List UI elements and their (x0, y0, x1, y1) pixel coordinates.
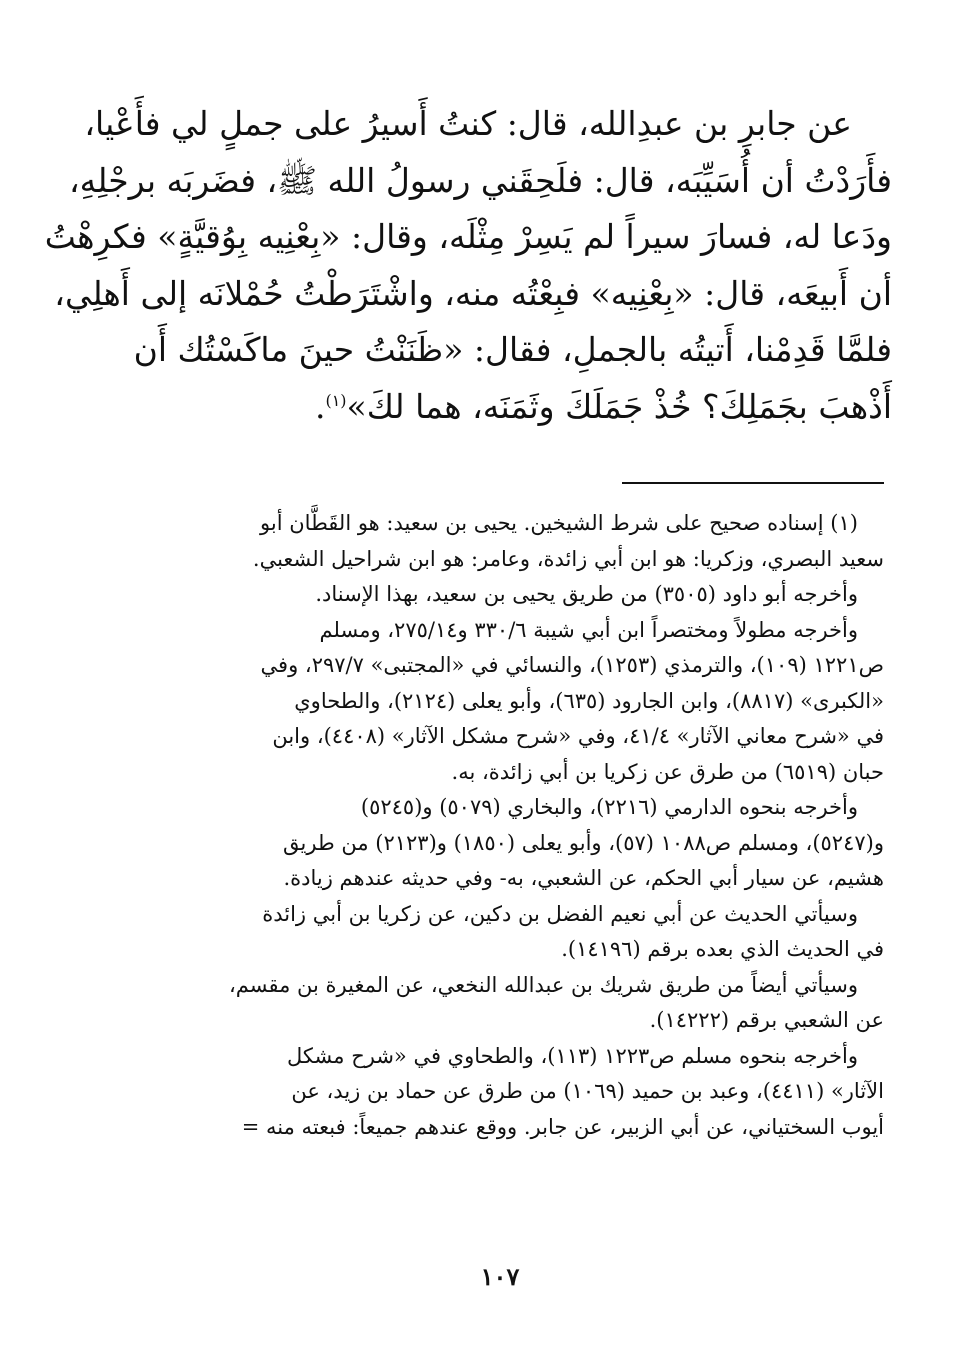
footnote-line: عن الشعبي برقم (١٤٢٢٢). (649, 1008, 884, 1032)
hadith-line: فأَرَدْتُ أن أُسَيِّبَه، قال: فلَحِقَني رسولُ الله ﷺ، فضَربَه برجْلِهِ، (68, 160, 892, 200)
footnote-line: الآثار» (٤٤١١)، وعبد بن حميد (١٠٦٩) من طرق عن حماد بن زيد، عن (291, 1079, 884, 1103)
page-number: ١٠٧ (480, 1262, 520, 1291)
hadith-line: أن أَبيعَه، قال: «بِعْنِيه» فبِعْتُه منه، واشْتَرَطْتُ حُمْلانَه إلى أَهلِي، (54, 273, 892, 313)
footnote-line: (١) إسناده صحيح على شرط الشيخين. يحيى بن سعيد: هو القَطَّان أبو (260, 511, 858, 535)
footnote-line: سعيد البصري، وزكريا: هو ابن أبي زائدة، وعامر: هو ابن شراحيل الشعبي. (252, 546, 884, 571)
hadith-line-last: أَذْهبَ بجَمَلِكَ؟ خُذْ جَمَلَكَ وثَمَنَه، هما لكَ»$^{(١)}$. (314, 386, 892, 426)
footnote-line: وسيأتي الحديث عن أبي نعيم الفضل بن دكين، عن زكريا بن أبي زائدة (262, 901, 858, 926)
footnote-line: حبان (٦٥١٩) من طرق عن زكريا بن أبي زائدة، به. (451, 759, 884, 784)
footnote-line: ص١٢٢١ (١٠٩)، والترمذي (١٢٥٣)، والنسائي في «المجتبى» ٢٩٧/٧، وفي (260, 653, 884, 677)
footnote-paragraph (170, 790, 884, 897)
hadith-line: فلمَّا قَدِمْنا، أَتيتُه بالجملِ، فقال: «ظَنَنْتُ حينَ ماكَسْتُك أَن (133, 330, 892, 369)
footnote-paragraph (170, 613, 884, 791)
hadith-text (44, 96, 892, 435)
footnote-separator (622, 482, 884, 484)
footnote-paragraph (170, 506, 884, 577)
hadith-line-text: أَذْهبَ بجَمَلِكَ؟ خُذْ جَمَلَكَ وثَمَنَه، هما لكَ» (346, 386, 892, 426)
footnote-line: في الحديث الذي بعده برقم (١٤١٩٦). (561, 937, 884, 961)
footnote-reference: (١) (325, 390, 347, 410)
hadith-line: عن جابرِ بن عبدِالله، قال: كنتُ أَسيرُ على جملٍ لي فأَعْيا، (84, 104, 852, 143)
footnote-line: «الكبرى» (٨٨١٧)، وابن الجارود (٦٣٥)، وأبو يعلى (٢١٢٤)، والطحاوي (294, 688, 884, 713)
footnote-line: و(٥٢٤٧)، ومسلم ص١٠٨٨ (٥٧)، وأبو يعلى (١٨٥٠) و(٢١٢٣) من طريق (283, 830, 884, 855)
footnote-paragraph (170, 1039, 884, 1146)
footnote-line: وأخرجه بنحوه مسلم ص١٢٢٣ (١١٣)، والطحاوي في «شرح مشكل (287, 1043, 858, 1068)
footnote-paragraph (170, 897, 884, 968)
footnote-line: وأخرجه مطولاً ومختصراً ابن أبي شيبة ٣٣٠/٦ و٢٧٥/١٤، ومسلم (319, 617, 858, 642)
footnote-paragraph (170, 968, 884, 1039)
hadith-line: ودَعا له، فسارَ سيراً لم يَسِرْ مِثْلَه، وقال: «بِعْنِيه بِوُقيَّةٍ» فكرِهْتُ (44, 217, 892, 256)
footnote-line: هشيم، عن سيار أبي الحكم، عن الشعبي، به- وفي حديثه عندهم زيادة. (283, 866, 884, 890)
footnote-line: أيوب السختياني، عن أبي الزبير، عن جابر. ووقع عندهم جميعاً: فبعته منه = (241, 1114, 884, 1139)
footnote-paragraph (170, 577, 884, 613)
footnote-line: وأخرجه أبو داود (٣٥٠٥) من طريق يحيى بن سعيد، بهذا الإسناد. (315, 582, 858, 606)
footnotes (170, 506, 884, 1145)
footnote-line: في «شرح معاني الآثار» ٤١/٤، وفي «شرح مشكل الآثار» (٤٤٠٨)، وابن (272, 724, 884, 748)
footnote-line: وأخرجه بنحوه الدارمي (٢٢١٦)، والبخاري (٥٠٧٩) و(٥٢٤٥) (360, 795, 858, 819)
footnote-line: وسيأتي أيضاً من طريق شريك بن عبدالله النخعي، عن المغيرة بن مقسم، (229, 972, 858, 997)
